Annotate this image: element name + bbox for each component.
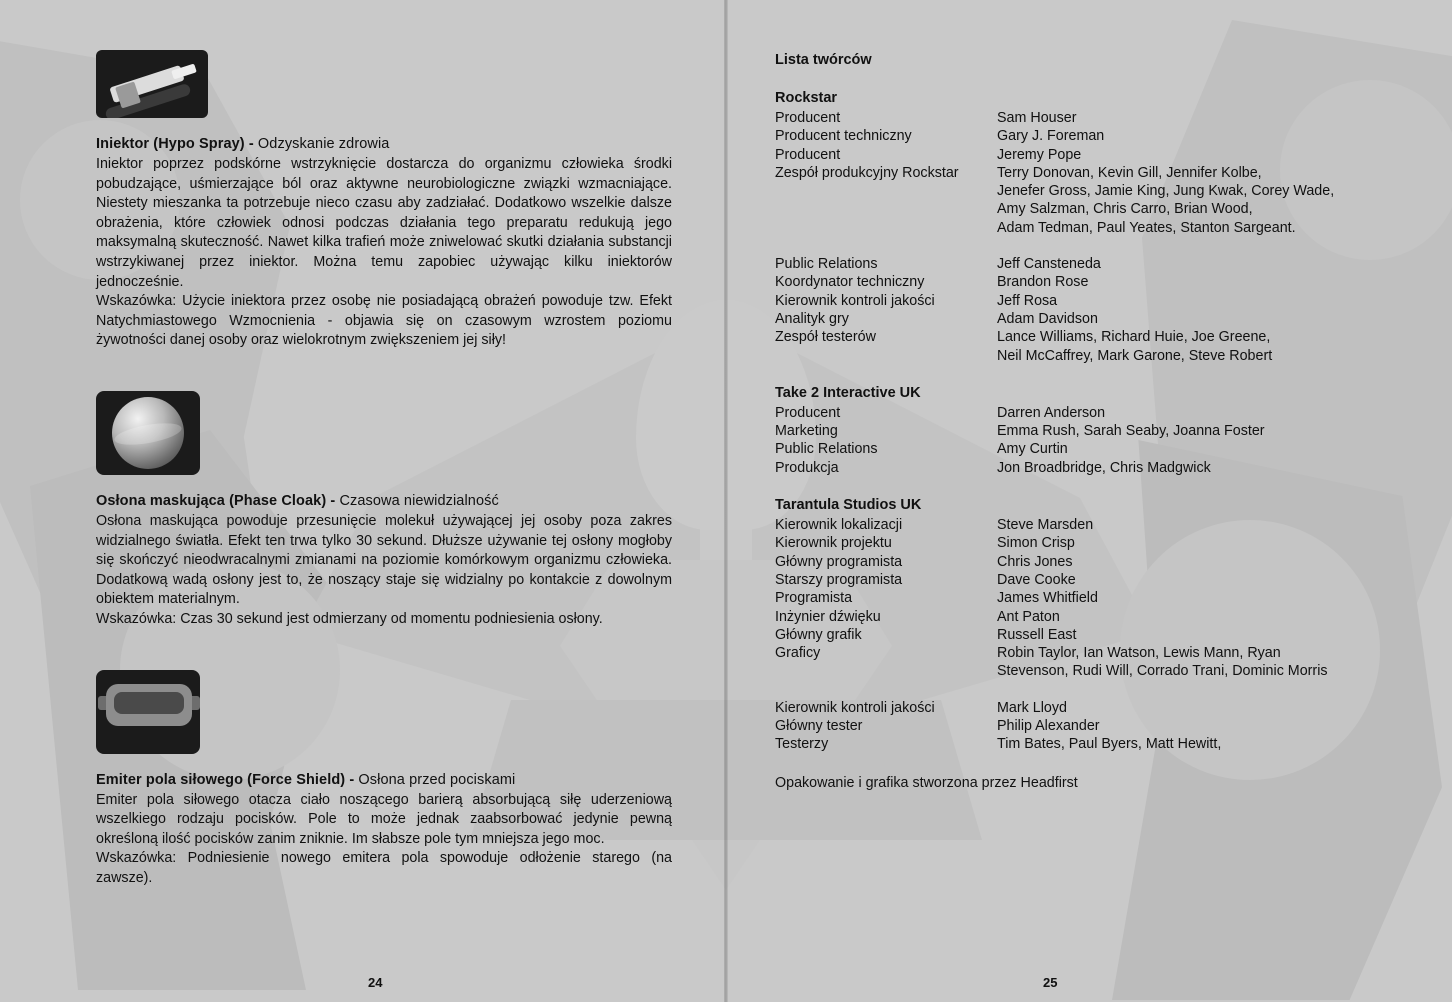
credit-role: Koordynator techniczny bbox=[775, 274, 925, 291]
credit-row bbox=[775, 735, 1375, 753]
credit-row bbox=[775, 422, 1375, 440]
credit-row bbox=[775, 237, 1375, 255]
credit-name bbox=[997, 255, 1375, 273]
credit-name bbox=[997, 127, 1375, 145]
credit-name bbox=[997, 553, 1375, 571]
credit-name-line: Jeremy Pope bbox=[997, 146, 1082, 163]
credit-row bbox=[775, 404, 1375, 422]
credit-row bbox=[775, 608, 1375, 626]
credit-row bbox=[775, 127, 1375, 145]
credit-group-title: Take 2 Interactive UK bbox=[775, 384, 921, 401]
credit-name bbox=[997, 717, 1375, 735]
force-shield-icon bbox=[96, 670, 200, 754]
credit-name bbox=[997, 273, 1375, 291]
credit-role: Public Relations bbox=[775, 256, 878, 273]
credit-role bbox=[775, 237, 997, 255]
credit-name bbox=[997, 292, 1375, 310]
credit-role: Producent bbox=[775, 110, 841, 126]
credit-role: Główny programista bbox=[775, 553, 903, 570]
entry-tip: Wskazówka: Czas 30 sekund jest odmierzany od momentu podniesienia osłony. bbox=[96, 610, 603, 627]
credit-row bbox=[775, 310, 1375, 328]
credits-note: Opakowanie i grafika stworzona przez Headfirst bbox=[775, 774, 1078, 791]
credit-role: Kierownik kontroli jakości bbox=[775, 699, 935, 716]
credit-name-line: James Whitfield bbox=[997, 590, 1098, 607]
entry-subtitle: Czasowa niewidzialność bbox=[335, 492, 499, 509]
credit-role: Testerzy bbox=[775, 736, 829, 753]
credit-group bbox=[775, 90, 1375, 365]
phase-cloak-icon bbox=[96, 391, 200, 475]
credit-name-line: Philip Alexander bbox=[997, 718, 1100, 735]
credit-role: Starszy programista bbox=[775, 571, 903, 588]
credits-title: Lista twórców bbox=[775, 52, 872, 68]
credit-name-line: Emma Rush, Sarah Seaby, Joanna Foster bbox=[997, 423, 1265, 440]
page-number-left: 24 bbox=[368, 975, 383, 990]
entry-title: Osłona maskująca (Phase Cloak) - bbox=[96, 492, 336, 509]
credit-row bbox=[775, 681, 1375, 699]
credit-name bbox=[997, 608, 1375, 626]
credit-row bbox=[775, 273, 1375, 291]
credit-name bbox=[997, 404, 1375, 422]
credit-role: Programista bbox=[775, 590, 853, 607]
credit-name-line: Sam Houser bbox=[997, 110, 1077, 126]
credit-role: Producent techniczny bbox=[775, 128, 912, 145]
credit-name-line: Robin Taylor, Ian Watson, Lewis Mann, Ryan bbox=[997, 645, 1281, 662]
credit-name bbox=[997, 422, 1375, 440]
credit-row bbox=[775, 589, 1375, 607]
credit-row bbox=[775, 626, 1375, 644]
credit-name-line: Steve Marsden bbox=[997, 517, 1094, 534]
entry-title: Iniektor (Hypo Spray) - bbox=[96, 136, 254, 152]
credit-name bbox=[997, 735, 1375, 753]
credit-role: Public Relations bbox=[775, 441, 878, 458]
credit-name bbox=[997, 109, 1375, 127]
credit-name bbox=[997, 328, 1375, 365]
credit-role: Główny grafik bbox=[775, 626, 862, 643]
credit-row bbox=[775, 571, 1375, 589]
credit-name-line: Neil McCaffrey, Mark Garone, Steve Robert bbox=[997, 347, 1273, 364]
credit-row bbox=[775, 146, 1375, 164]
credit-name-line: Terry Donovan, Kevin Gill, Jennifer Kolbe, bbox=[997, 164, 1262, 181]
credit-role: Kierownik lokalizacji bbox=[775, 517, 903, 534]
credit-role: Kierownik projektu bbox=[775, 535, 892, 552]
entry-body: Iniektor poprzez podskórne wstrzyknięcie dostarcza do organizmu człowieka środki pobudzające, uśmierzające ból oraz aktywne neurobiologiczne związki wzmacniające. Niestety mieszanka ta potrzebuje nieco czasu aby zadziałać. Dodatkowo wszelkie dalsze obrażenia, które człowiek odnosi podczas działania tego preparatu redukują jego maksymalną skuteczność. Nawet kilka trafień może zniwelować skutki działania substancji wstrzykiwanej przez iniektor. Można temu zapobiec używając kilku iniektorów jednocześnie. bbox=[96, 156, 672, 290]
entry-heading bbox=[96, 493, 672, 509]
credit-name-line: Brandon Rose bbox=[997, 274, 1089, 291]
credit-row bbox=[775, 328, 1375, 365]
credit-name-line: Amy Salzman, Chris Carro, Brian Wood, bbox=[997, 201, 1253, 218]
credit-name-line: Adam Davidson bbox=[997, 310, 1098, 327]
equipment-entry-phase-cloak bbox=[96, 391, 672, 630]
credit-name bbox=[997, 310, 1375, 328]
credit-name-line: Mark Lloyd bbox=[997, 699, 1067, 716]
equipment-entry-force-shield bbox=[96, 670, 672, 889]
credit-group bbox=[775, 385, 1375, 477]
credit-group-title: Tarantula Studios UK bbox=[775, 497, 922, 514]
credit-role: Zespół produkcyjny Rockstar bbox=[775, 164, 959, 181]
credit-row bbox=[775, 292, 1375, 310]
credit-row bbox=[775, 459, 1375, 477]
credit-role: Graficy bbox=[775, 645, 821, 662]
credit-name bbox=[997, 237, 1375, 255]
credit-name-line: Gary J. Foreman bbox=[997, 128, 1105, 145]
credit-row bbox=[775, 644, 1375, 681]
credit-name bbox=[997, 146, 1375, 164]
credit-role: Produkcja bbox=[775, 459, 839, 476]
entry-tip: Wskazówka: Użycie iniektora przez osobę nie posiadającą obrażeń powoduje tzw. Efekt Natychmiastowego Wzmocnienia - objawia się on czasowym wzrostem poziomu żywotności danej osoby oraz wielokrotnym zwiększeniem jej siły! bbox=[96, 293, 672, 349]
page-number-right: 25 bbox=[1043, 975, 1058, 990]
credit-row bbox=[775, 440, 1375, 458]
credit-row bbox=[775, 164, 1375, 237]
credit-role: Główny tester bbox=[775, 718, 863, 735]
entry-body: Emiter pola siłowego otacza ciało noszącego barierą absorbującą siłę uderzeniową wszelkiego rodzaju pocisków. Pole to może jednak zaabsorbować jedynie pewną określoną ilość pocisków zanim zniknie. Im słabsze pole tym mniejsza jego moc. bbox=[96, 791, 672, 847]
left-page-column bbox=[96, 50, 672, 914]
credit-name-line: Dave Cooke bbox=[997, 571, 1076, 588]
credit-row bbox=[775, 109, 1375, 127]
credit-row bbox=[775, 255, 1375, 273]
credit-row bbox=[775, 699, 1375, 717]
credit-name bbox=[997, 164, 1375, 237]
credits-groups bbox=[775, 90, 1375, 754]
credit-name-line: Tim Bates, Paul Byers, Matt Hewitt, bbox=[997, 736, 1222, 753]
credit-role bbox=[775, 681, 997, 699]
credit-name-line: Stevenson, Rudi Will, Corrado Trani, Dominic Morris bbox=[997, 663, 1328, 680]
credit-row bbox=[775, 717, 1375, 735]
credit-name-line: Darren Anderson bbox=[997, 404, 1106, 421]
credit-name bbox=[997, 589, 1375, 607]
credit-name-line: Jeff Rosa bbox=[997, 292, 1058, 309]
equipment-entry-hypo-spray bbox=[96, 50, 672, 351]
credit-name-line: Chris Jones bbox=[997, 553, 1073, 570]
credit-name bbox=[997, 459, 1375, 477]
credit-name-line: Simon Crisp bbox=[997, 535, 1075, 552]
credit-role: Producent bbox=[775, 404, 841, 421]
entry-title: Emiter pola siłowego (Force Shield) - bbox=[96, 771, 355, 788]
entry-heading bbox=[96, 772, 672, 788]
credit-name bbox=[997, 626, 1375, 644]
entry-subtitle: Odzyskanie zdrowia bbox=[253, 136, 390, 152]
entry-tip: Wskazówka: Podniesienie nowego emitera pola spowoduje odłożenie starego (na zawsze). bbox=[96, 850, 672, 886]
entry-heading bbox=[96, 136, 672, 152]
entry-body: Osłona maskująca powoduje przesunięcie molekuł używającej jej osoby poza zakres widzialnego światła. Efekt ten trwa tylko 30 sekund. Dłuższe używanie tej osłony mogłoby się skończyć nieodwracalnymi zmianami na poziomie komórkowym organizmu człowieka. Dodatkową wadą osłony jest to, że noszący staje się widzialny po kontakcie z dowolnym obiektem materialnym. bbox=[96, 512, 672, 608]
credit-group-title: Rockstar bbox=[775, 90, 838, 106]
credit-name-line: Ant Paton bbox=[997, 608, 1060, 625]
credit-name-line: Amy Curtin bbox=[997, 441, 1068, 458]
credit-name-line: Russell East bbox=[997, 626, 1077, 643]
credit-row bbox=[775, 553, 1375, 571]
credit-row bbox=[775, 516, 1375, 534]
credit-name-line: Jon Broadbridge, Chris Madgwick bbox=[997, 459, 1211, 476]
credit-group bbox=[775, 497, 1375, 754]
credit-role: Marketing bbox=[775, 423, 838, 440]
credit-name-line: Jeff Cansteneda bbox=[997, 256, 1101, 273]
credit-name bbox=[997, 644, 1375, 681]
credit-row bbox=[775, 534, 1375, 552]
entry-subtitle: Osłona przed pociskami bbox=[354, 771, 516, 788]
credit-name-line: Adam Tedman, Paul Yeates, Stanton Sargeant. bbox=[997, 219, 1296, 236]
credit-name-line: Jenefer Gross, Jamie King, Jung Kwak, Corey Wade, bbox=[997, 183, 1335, 200]
credit-name-line: Lance Williams, Richard Huie, Joe Greene, bbox=[997, 329, 1271, 346]
credit-role: Zespół testerów bbox=[775, 329, 876, 346]
credit-name bbox=[997, 534, 1375, 552]
hypo-spray-icon bbox=[96, 50, 208, 118]
credit-role: Inżynier dźwięku bbox=[775, 608, 881, 625]
credit-name bbox=[997, 681, 1375, 699]
credit-role: Kierownik kontroli jakości bbox=[775, 292, 935, 309]
credit-role: Analityk gry bbox=[775, 310, 849, 327]
credit-name bbox=[997, 516, 1375, 534]
right-page-column bbox=[775, 52, 1375, 792]
credit-name bbox=[997, 571, 1375, 589]
credit-name bbox=[997, 699, 1375, 717]
credit-role: Producent bbox=[775, 146, 841, 163]
credit-name bbox=[997, 440, 1375, 458]
